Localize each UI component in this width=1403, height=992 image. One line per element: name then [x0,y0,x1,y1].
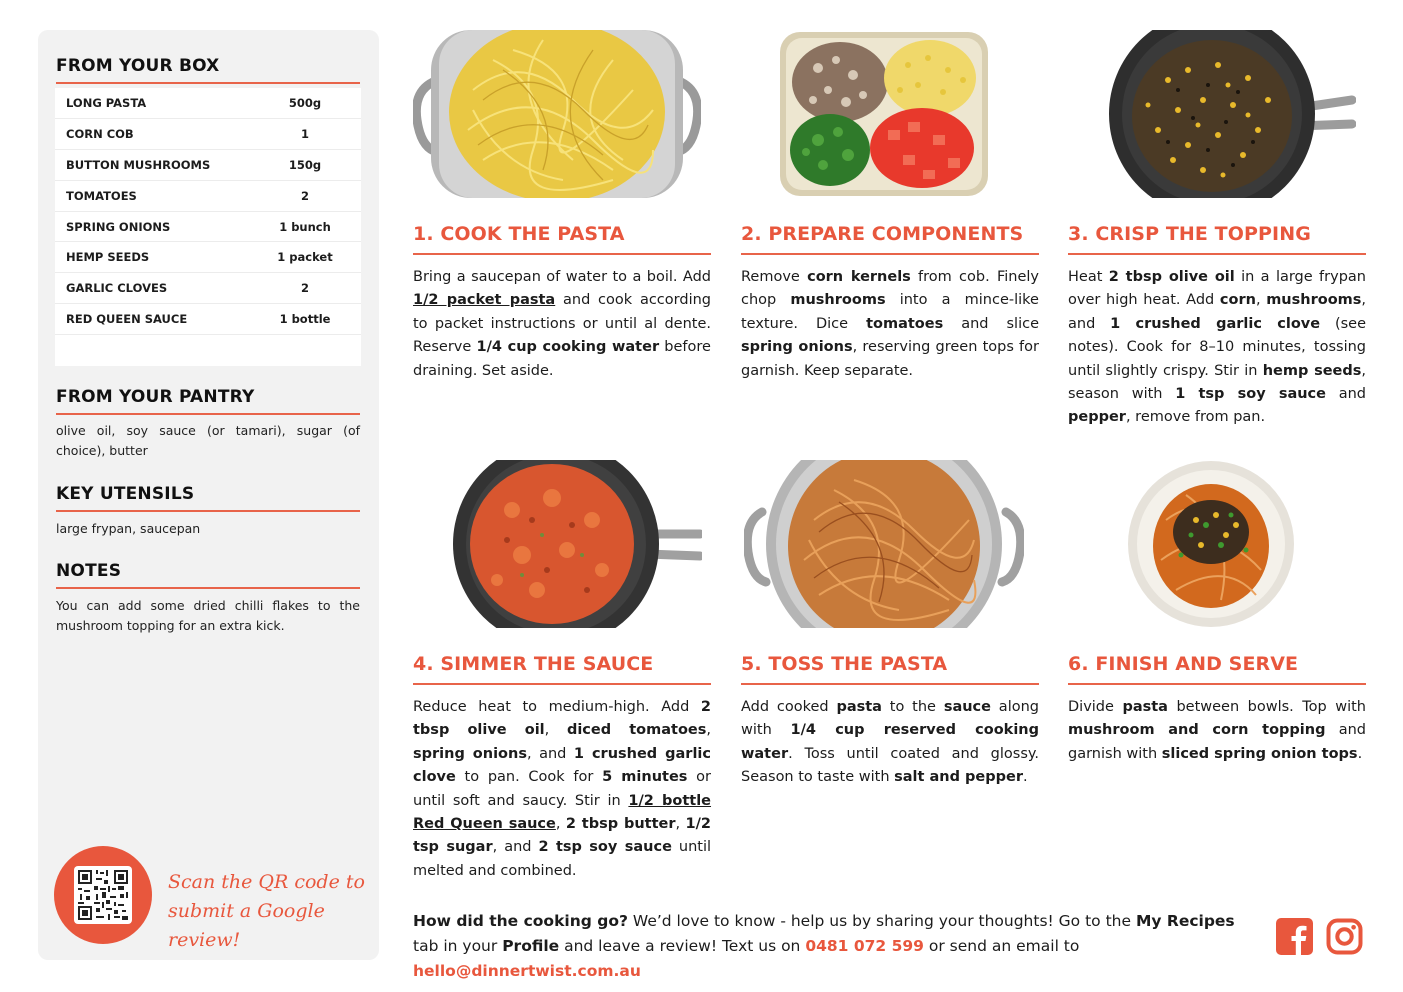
instruction-text: and [1325,386,1366,403]
instruction-text: , [675,816,686,833]
qr-review-message [168,868,368,955]
step-2-instructions [741,266,1039,383]
step-5-title: 5. TOSS THE PASTA [741,653,948,675]
qr-code-icon[interactable] [74,866,132,924]
instruction-highlight: spring onions [413,745,527,762]
ingredient-name: GARLIC CLOVES [66,281,168,296]
qr-message-line: Scan the QR code to [168,871,365,893]
step-2-title: 2. PREPARE COMPONENTS [741,223,1024,245]
ingredient-row [55,304,361,335]
divider [741,683,1039,685]
instruction-highlight: pasta [836,699,882,715]
ingredient-name: LONG PASTA [66,95,147,110]
instruction-text: , and [1068,292,1367,332]
instruction-highlight: tomatoes [866,315,944,332]
facebook-icon[interactable] [1276,918,1313,955]
ingredient-row [55,119,361,150]
instruction-highlight: 2 tbsp olive oil [413,699,711,739]
instruction-text: Bring a saucepan of water to a boil. Add [413,269,711,285]
instruction-text: , [1255,292,1267,309]
instruction-highlight: corn [1219,292,1256,309]
sidebar [38,30,379,960]
divider [1068,253,1366,255]
notes-text: You can add some dried chilli flakes to the mushroom topping for an extra kick. [56,598,360,633]
instruction-text: Reduce heat to medium-high. Add [413,699,701,715]
instruction-text: , [706,722,711,739]
divider [413,683,711,685]
step-4-title: 4. SIMMER THE SAUCE [413,653,654,675]
divider [1068,683,1366,685]
step-5-photo [744,460,1024,632]
instruction-highlight: salt and pepper [894,769,1023,786]
from-your-box-title: FROM YOUR BOX [56,56,220,76]
instruction-text: along with [741,699,1039,739]
divider [56,413,360,415]
instruction-highlight: sliced spring onion tops [1161,745,1358,762]
instruction-text: . [1357,745,1363,762]
divider [56,510,360,512]
footer-text: or send an email to [923,937,1080,955]
instruction-highlight: sauce [943,699,991,715]
instruction-text: Heat [1068,269,1109,285]
instruction-text: between bowls. Top with [1167,699,1366,715]
step-4-instructions [413,696,711,883]
step-2-photo [778,30,990,202]
instruction-highlight: mushrooms [1266,292,1362,309]
instruction-text: into a mince-like texture. Dice [741,292,1039,332]
ingredient-qty: 1 bunch [279,219,331,234]
footer-text: and leave a review! Text us on [559,937,806,955]
ingredient-name: BUTTON MUSHROOMS [66,157,211,172]
footer-text: We’d love to know - help us by sharing your thoughts! Go to the [627,912,1136,930]
step-1-title: 1. COOK THE PASTA [413,223,625,245]
ingredients-table [55,88,361,366]
instruction-text: Divide [1068,699,1123,715]
pantry-text: olive oil, soy sauce (or tamari), sugar (of choice), butter [56,423,360,458]
step-3-instructions [1068,266,1366,430]
step-6-instructions [1068,696,1366,766]
instagram-icon[interactable] [1326,918,1363,955]
instruction-text: and slice [943,315,1039,332]
qr-message-line: submit a Google review! [168,900,325,951]
step-3-title: 3. CRISP THE TOPPING [1068,223,1311,245]
instruction-text: . Toss until coated and glossy. Season to taste with [741,745,1039,786]
ingredient-qty: 2 [300,188,309,203]
notes-title: NOTES [56,561,122,581]
instruction-highlight: 1/2 tsp sugar [413,816,712,856]
instruction-highlight: 1/4 cup cooking water [476,339,660,356]
email-link[interactable]: hello@dinnertwist.com.au [413,962,641,980]
instruction-highlight: 5 minutes [602,769,688,786]
instruction-highlight: 1/2 packet pasta [413,292,556,309]
ingredient-row [55,88,361,119]
ingredient-qty: 500g [288,95,322,110]
instruction-highlight: 2 tbsp butter [565,816,676,833]
step-5-instructions [741,696,1039,790]
divider [741,253,1039,255]
ingredient-row [55,150,361,181]
ingredient-qty: 2 [300,281,309,296]
instruction-highlight: 2 tsp soy sauce [538,839,672,856]
ingredient-name: TOMATOES [66,188,137,203]
instruction-highlight: 1/4 cup reserved cooking water [741,722,1039,762]
key-utensils-title: KEY UTENSILS [56,484,195,504]
step-1-instructions [413,266,711,383]
instruction-text: to the [881,699,944,715]
ingredient-name: RED QUEEN SAUCE [66,312,188,327]
divider [56,587,360,589]
instruction-text: , and [492,839,539,856]
profile-label: Profile [502,937,560,955]
instruction-highlight: mushrooms [790,292,886,309]
instruction-text: , remove from pan. [1125,409,1266,426]
ingredient-qty: 1 bottle [279,312,331,327]
instruction-highlight: 1/2 bottle Red Queen sauce [413,792,712,833]
instruction-text: and cook according to packet instructions or until al dente. Reserve [413,292,711,356]
instruction-text: Remove [741,269,808,285]
ingredient-row [55,242,361,273]
footer-question: How did the cooking go? [413,912,628,930]
step-4-photo [452,460,702,632]
instruction-highlight: mushroom and corn topping [1068,722,1326,739]
footer-text: tab in your [413,937,503,955]
instruction-highlight: 2 tbsp olive oil [1108,269,1235,285]
instruction-highlight: corn kernels [807,269,911,285]
ingredient-name: HEMP SEEDS [66,250,150,265]
ingredient-qty: 1 packet [277,250,333,265]
instruction-text: , [544,722,567,739]
instruction-highlight: 1 tsp soy sauce [1175,386,1326,403]
ingredient-row [55,181,361,212]
instruction-text: until melted and combined. [413,839,712,879]
instruction-text: to pan. Cook for [455,769,603,786]
instruction-text: Add cooked [741,699,837,715]
instruction-highlight: spring onions [741,339,853,356]
instruction-text: before draining. Set aside. [413,339,711,379]
instruction-text: , reserving green tops for garnish. Keep separate. [741,339,1039,379]
ingredient-name: CORN COB [66,126,134,141]
divider [413,253,711,255]
instruction-text: , season with [1068,362,1366,403]
ingredient-qty: 1 [300,126,309,141]
instruction-text: . [1022,769,1028,786]
instruction-text: in a large frypan over high heat. Add [1068,269,1366,309]
ingredient-name: SPRING ONIONS [66,219,171,234]
step-1-photo [413,30,701,202]
instruction-text: or until soft and saucy. Stir in [413,769,711,809]
step-6-photo [1126,460,1296,632]
instruction-text: , and [526,745,574,762]
ingredient-qty: 150g [288,157,322,172]
instruction-highlight: 1 crushed garlic clove [413,745,711,786]
instruction-highlight: pasta [1122,699,1168,715]
instruction-highlight: diced tomatoes [566,722,707,739]
utensils-text: large frypan, saucepan [56,521,201,536]
instruction-highlight: hemp seeds [1262,362,1362,379]
ingredient-row [55,273,361,304]
instruction-text: from cob. Finely chop [741,269,1039,309]
my-recipes-label: My Recipes [1135,912,1235,930]
instruction-highlight: 1 crushed garlic clove [1110,315,1321,332]
from-your-pantry-title: FROM YOUR PANTRY [56,387,255,407]
instruction-highlight: pepper [1068,409,1126,426]
instruction-text: , [555,816,566,833]
divider [56,82,360,84]
instruction-text: and garnish with [1068,722,1366,762]
step-6-title: 6. FINISH AND SERVE [1068,653,1299,675]
ingredient-row [55,212,361,243]
step-3-photo [1108,30,1356,202]
instruction-text: (see notes). Cook for 8–10 minutes, tossing until slightly crispy. Stir in [1068,315,1366,379]
qr-badge[interactable] [54,846,152,944]
review-footer [413,909,1263,984]
phone-link[interactable]: 0481 072 599 [805,937,924,955]
